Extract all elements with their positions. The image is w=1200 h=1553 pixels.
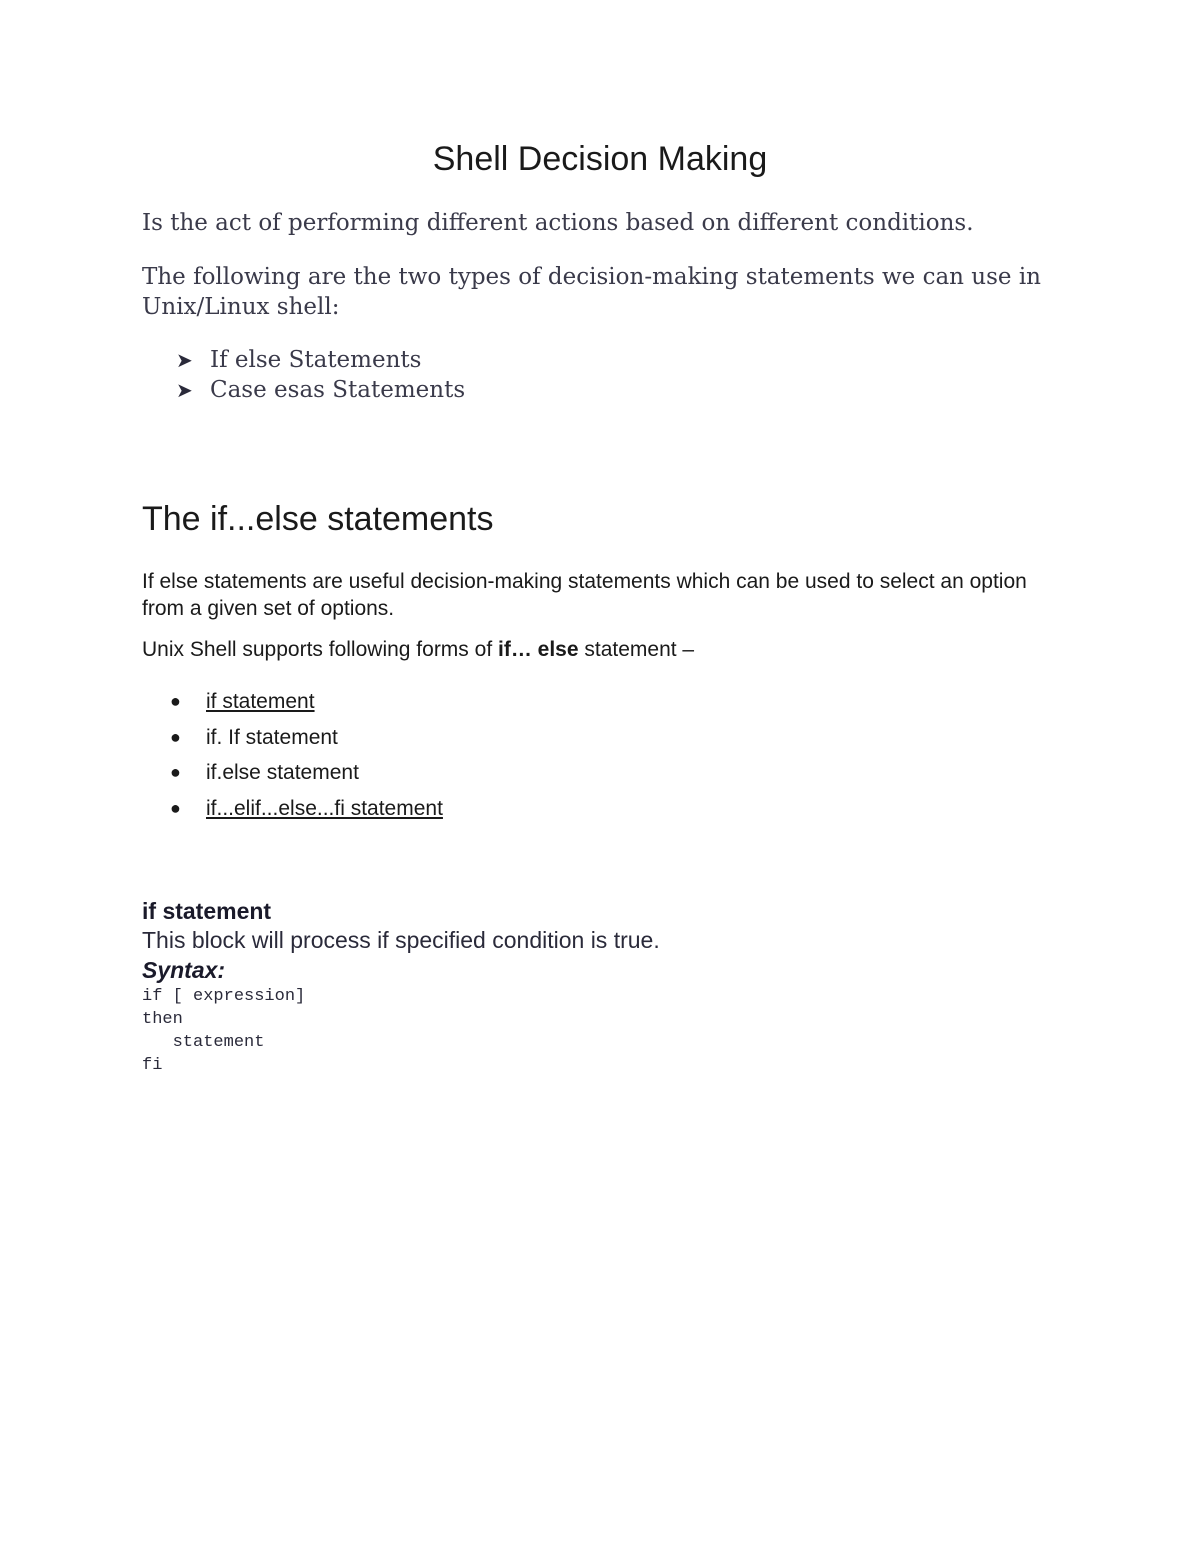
decision-types-list <box>176 345 465 405</box>
types-intro-paragraph: The following are the two types of decision-making statements we can use in Unix/Linux shell: <box>142 264 1041 320</box>
syntax-label: Syntax: <box>142 957 226 983</box>
dot-bullet-icon: ● <box>170 762 181 783</box>
list-item <box>170 791 443 827</box>
dot-bullet-icon: ● <box>170 726 181 747</box>
list-item <box>176 345 465 375</box>
section-heading: The if...else statements <box>142 500 494 538</box>
list-item <box>170 755 443 791</box>
section-paragraph: If else statements are useful decision-making statements which can be used to select an option from a given set of options. <box>142 570 1027 620</box>
forms-intro-paragraph <box>142 636 1072 663</box>
list-item <box>170 720 443 756</box>
list-item-label: if.else statement <box>206 761 359 785</box>
code-block <box>142 985 305 1077</box>
list-item-label: If else Statements <box>210 347 422 373</box>
if-statement-link[interactable]: if statement <box>206 690 315 714</box>
forms-intro-suffix: statement – <box>578 638 695 661</box>
forms-intro-bold: if… else <box>498 638 579 661</box>
dot-bullet-icon: ● <box>170 691 181 712</box>
code-line: then <box>142 1010 183 1029</box>
subsection-heading: if statement <box>142 898 272 924</box>
arrow-bullet-icon: ➤ <box>176 378 193 402</box>
arrow-bullet-icon: ➤ <box>176 348 193 372</box>
list-item <box>170 684 443 720</box>
forms-list <box>170 684 443 826</box>
code-line: fi <box>142 1056 163 1075</box>
page-title: Shell Decision Making <box>432 140 768 178</box>
subsection-text: This block will process if specified condition is true. <box>142 927 660 953</box>
list-item-label: if. If statement <box>206 725 338 749</box>
if-elif-else-fi-link[interactable]: if...elif...else...fi statement <box>206 796 443 820</box>
code-line: if [ expression] <box>142 987 306 1006</box>
dot-bullet-icon: ● <box>170 797 181 818</box>
list-item <box>176 375 465 405</box>
intro-paragraph: Is the act of performing different actions based on different conditions. <box>142 210 974 236</box>
forms-intro-prefix: Unix Shell supports following forms of <box>142 638 498 661</box>
code-line: statement <box>142 1033 265 1052</box>
list-item-label: Case esas Statements <box>210 377 466 403</box>
